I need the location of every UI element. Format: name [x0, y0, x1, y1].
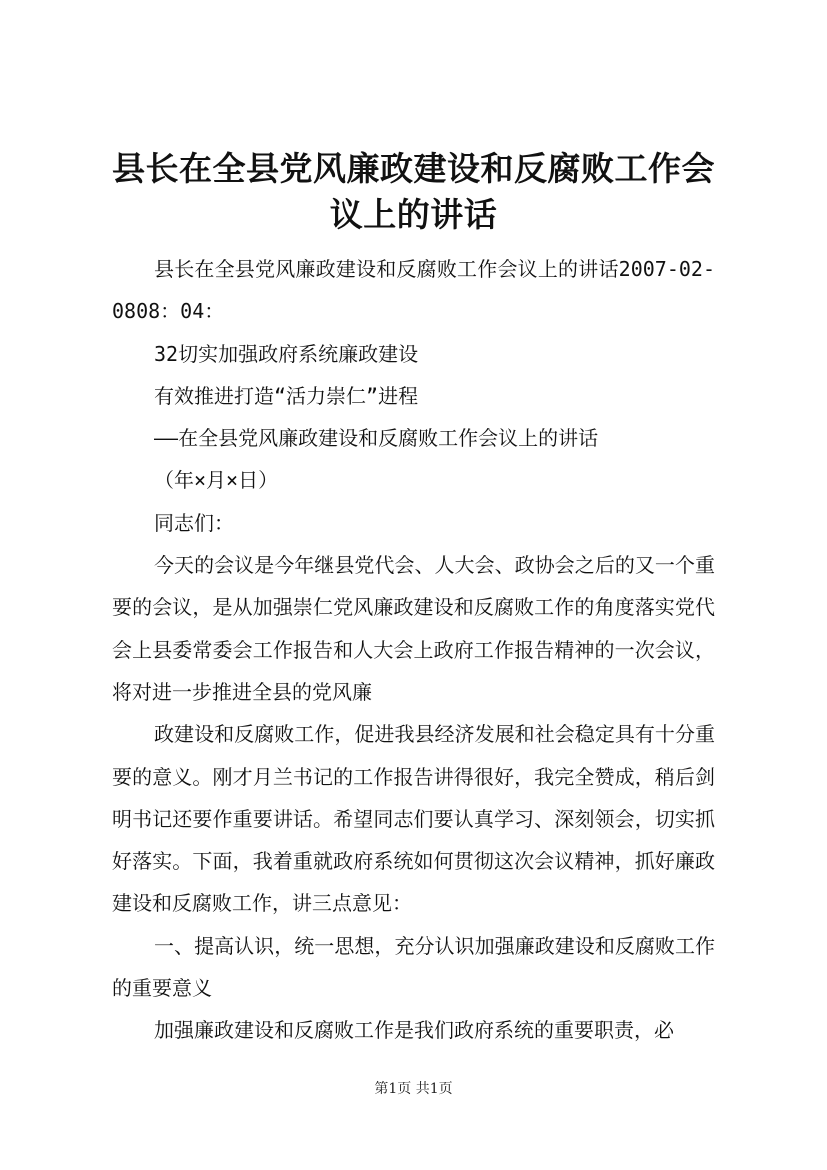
- paragraph-subtitle-3: ——在全县党风廉政建设和反腐败工作会议上的讲话: [154, 426, 599, 451]
- paragraph-body-2: 政建设和反腐败工作，促进我县经济发展和社会稳定具有十分重要的意义。刚才月兰书记的工作报告讲得很好，我完全赞成，稍后剑明书记还要作重要讲话。希望同志们要认真学习、深刻领会，切实抓好落实。下面，我着重就政府系统如何贯彻这次会议精神，抓好廉政建设和反腐败工作，讲三点意见：: [112, 722, 715, 916]
- paragraph-body-1: 今天的会议是今年继县党代会、人大会、政协会之后的又一个重要的会议，是从加强崇仁党风廉政建设和反腐败工作的角度落实党代会上县委常委会工作报告和人大会上政府工作报告精神的一次会议，将对进一步推进全县的党风廉: [112, 553, 715, 704]
- document-body: [112, 248, 715, 1052]
- paragraph-header-line: 县长在全县党风廉政建设和反腐败工作会议上的讲话2007-02-0808：04：: [112, 257, 715, 324]
- paragraph-subtitle-2: 有效推进打造“活力崇仁”进程: [154, 383, 419, 408]
- paragraph-subtitle-1: 32切实加强政府系统廉政建设: [154, 341, 419, 366]
- paragraph-section-heading: 一、提高认识，统一思想，充分认识加强廉政建设和反腐败工作的重要意义: [112, 933, 715, 1001]
- paragraph-salutation: 同志们：: [154, 510, 234, 535]
- document-title: 县长在全县党风廉政建设和反腐败工作会议上的讲话: [112, 149, 715, 234]
- paragraph-date: （年×月×日）: [154, 468, 279, 493]
- paragraph-body-3: 加强廉政建设和反腐败工作是我们政府系统的重要职责，必: [154, 1018, 674, 1043]
- page-footer: 第1页 共1页: [374, 1081, 453, 1097]
